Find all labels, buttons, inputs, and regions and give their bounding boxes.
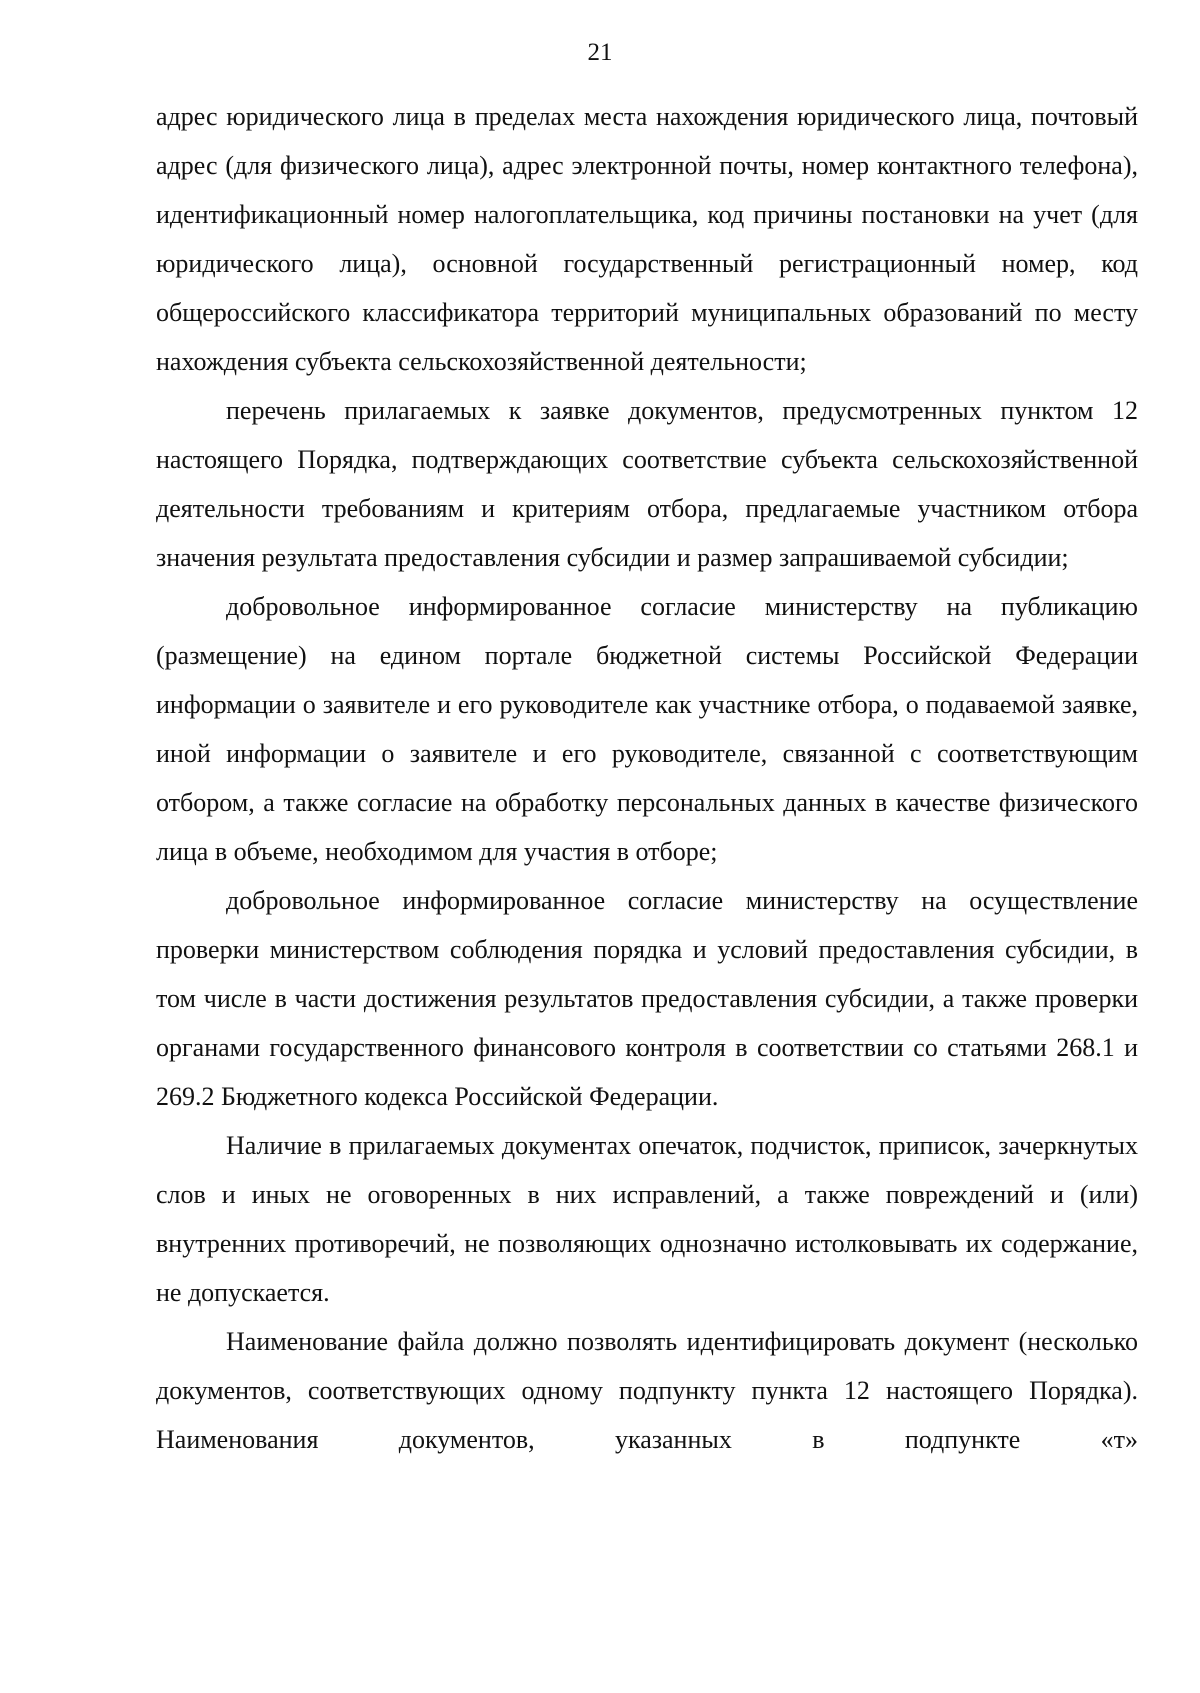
paragraph-inspection-consent: добровольное информированное согласие министерству на осуществление проверки министерством соблюдения порядка и условий предоставления субсидии, в том числе в части достижения результатов предоставления субсидии, а также проверки органами государственного финансового контроля в соответствии со статьями 268.1 и 269.2 Бюджетного кодекса Российской Федерации. xyxy=(156,886,1138,1111)
document-body xyxy=(156,92,1138,1464)
paragraph-file-naming: Наименование файла должно позволять идентифицировать документ (несколько документов, соответствующих одному подпункту пункта 12 настоящего Порядка). Наименования документов, указанных в подпункте «т» xyxy=(156,1327,1138,1454)
paragraph-corrections-not-allowed: Наличие в прилагаемых документах опечаток, подчисток, приписок, зачеркнутых слов и иных не оговоренных в них исправлений, а также повреждений и (или) внутренних противоречий, не позволяющих однозначно истолковывать их содержание, не допускается. xyxy=(156,1131,1138,1307)
paragraph-publication-consent: добровольное информированное согласие министерству на публикацию (размещение) на едином портале бюджетной системы Российской Федерации информации о заявителе и его руководителе как участнике отбора, о подаваемой заявке, иной информации о заявителе и его руководителе, связанной с соответствующим отбором, а также согласие на обработку персональных данных в качестве физического лица в объеме, необходимом для участия в отборе; xyxy=(156,592,1138,866)
page-number: 21 xyxy=(587,39,613,66)
paragraph-applicant-address: адрес юридического лица в пределах места нахождения юридического лица, почтовый адрес (для физического лица), адрес электронной почты, номер контактного телефона), идентификационный номер налогоплательщика, код причины постановки на учет (для юридического лица), основной государственный регистрационный номер, код общероссийского классификатора территорий муниципальных образований по месту нахождения субъекта сельскохозяйственной деятельности; xyxy=(156,102,1138,376)
paragraph-attached-documents-list: перечень прилагаемых к заявке документов, предусмотренных пунктом 12 настоящего Порядка, подтверждающих соответствие субъекта сельскохозяйственной деятельности требованиям и критериям отбора, предлагаемые участником отбора значения результата предоставления субсидии и размер запрашиваемой субсидии; xyxy=(156,396,1138,572)
